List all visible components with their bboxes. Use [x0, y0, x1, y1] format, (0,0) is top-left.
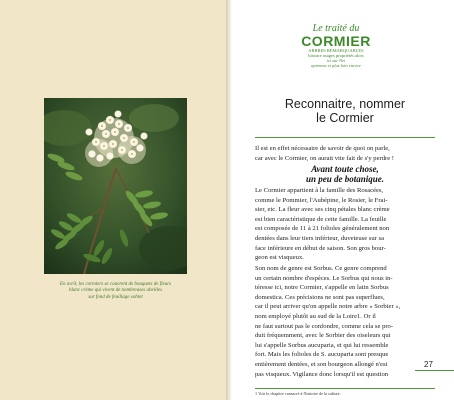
- series-logo: [297, 24, 375, 68]
- text-line: entièrement dentées, et son bourgeon allongé n'est: [255, 360, 388, 368]
- cormier-flowers-photo: [44, 98, 187, 274]
- title-rule: [255, 137, 435, 138]
- page-number-rule: [415, 370, 454, 371]
- botany-paragraph: [255, 186, 435, 263]
- text-line: Son nom de genre est Sorbus. Ce genre comprend: [255, 265, 387, 272]
- page-number: 27: [424, 360, 433, 369]
- text-line: téresse ici, notre Cormier, s'appelle en latin Sorbus: [255, 284, 389, 292]
- text-line: est composée de 11 à 21 folioles généralement non: [255, 225, 390, 233]
- logo-line-1: Le traité du: [312, 23, 360, 34]
- text-line: sier, etc. La fleur avec ses cinq pétales blanc crème: [255, 206, 390, 214]
- caption-line: blanc crème qui vivent de nombreuses abeilles: [68, 288, 163, 294]
- text-line: fort. Mais les folioles de S. aucuparia sont presque: [255, 351, 389, 359]
- genre-paragraph: [255, 264, 435, 370]
- logo-line-3: ARBRES REMARQUABLES: [308, 48, 364, 53]
- logo-title: CORMIER: [301, 33, 371, 49]
- photo-caption: [44, 282, 187, 301]
- text-line: Le Cormier appartient à la famille des Rosacées,: [255, 187, 384, 194]
- logo-line-4: histoire usages propriétés alors: [308, 53, 364, 58]
- footnote-rule: [255, 388, 435, 389]
- text-line: est bien caractéristique de cette famille. La feuille: [255, 215, 387, 223]
- text-line: pas visqueux. Vigilance donc lorsqu'il est question: [255, 371, 389, 378]
- logo-line-6: apremur et plus loin encore: [311, 63, 361, 68]
- text-line: un certain nombre d'espèces. Le Sorbus qui nous in-: [255, 274, 393, 282]
- text-line: car avec le Cormier, on aurait vite fait de s'y perdre !: [255, 154, 394, 162]
- last-text-line: [255, 370, 415, 380]
- section-subheading: [255, 164, 435, 184]
- caption-line: En avril, les cormiers se couvrent de bouquets de fleurs: [59, 282, 172, 287]
- chapter-title-line-1: Reconnaitre, nommer: [284, 97, 406, 111]
- text-line: face inférieure en début de saison. Son gros bour-: [255, 244, 386, 252]
- footnote: 1 Voir le chapitre consacré à l'histoire de la culture.: [255, 391, 341, 396]
- text-line: duit fréquemment, avec le Sorbier des oiseleurs qui: [255, 332, 391, 340]
- subheading-line-2: un peu de botanique.: [305, 174, 384, 184]
- text-line: lui s'appelle Sorbus aucuparia, et qui lui ressemble: [255, 341, 389, 349]
- cormier-flowers-illustration: [44, 98, 187, 274]
- text-line: domestica. Ces précisions ne sont pas superflues,: [255, 293, 385, 301]
- text-line: dentées dans leur tiers inférieur, duveteuse sur sa: [255, 234, 384, 242]
- text-line: comme le Pommier, l'Aubépine, le Rosier, le Frai-: [255, 196, 388, 204]
- text-line: car il peut arriver qu'on appelle notre arbre « Sorbier »,: [255, 303, 401, 311]
- chapter-title-line-2: le Cormier: [316, 110, 374, 125]
- intro-paragraph: [255, 144, 435, 163]
- text-line: nom employé plutôt au sud de la Loire1. Or il: [255, 312, 376, 320]
- logo-line-5: ici sur Net: [326, 58, 346, 63]
- chapter-title: [255, 98, 435, 125]
- text-line: Il est en effet nécessaire de savoir de quoi on parle,: [255, 145, 390, 152]
- caption-line: sur fond de feuillage sobtet: [88, 294, 143, 300]
- subheading-line-1: Avant toute chose,: [311, 164, 379, 174]
- text-line: ne faut surtout pas le confondre, comme cela se pro-: [255, 322, 394, 330]
- text-line: geon est visqueux.: [255, 254, 304, 262]
